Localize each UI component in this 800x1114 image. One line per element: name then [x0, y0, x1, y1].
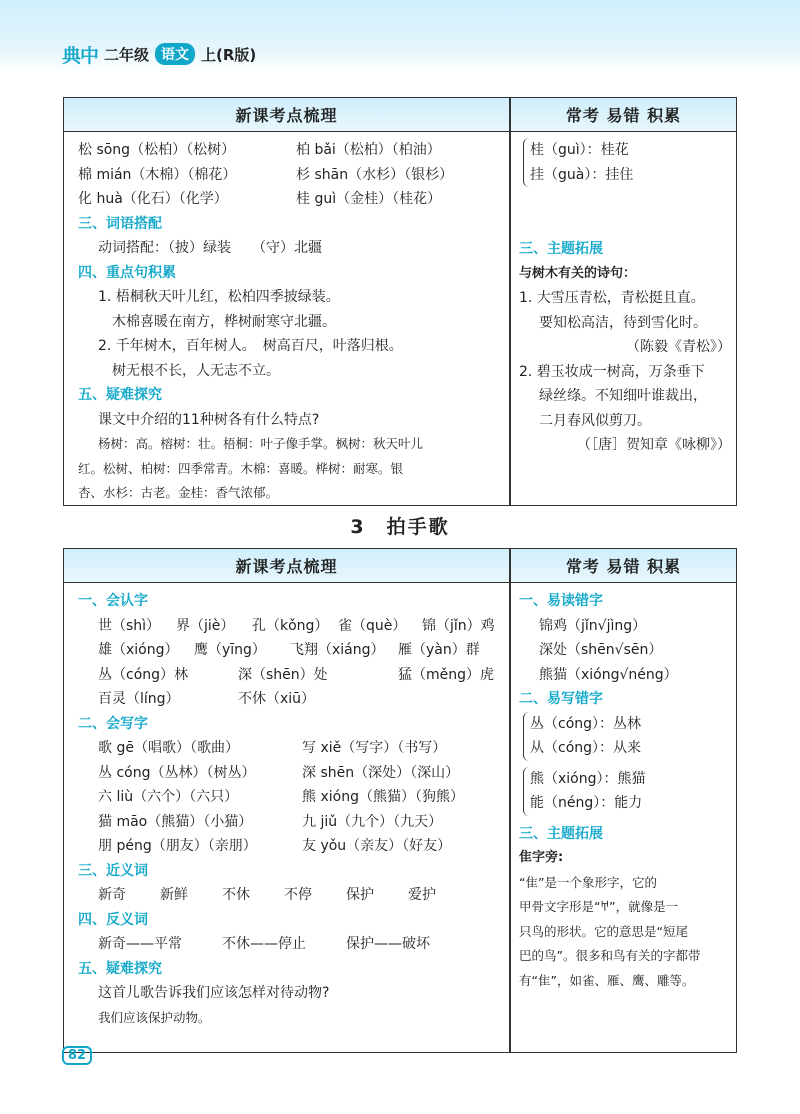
- write-item: 松 sōng（松柏）（松树）: [78, 142, 236, 158]
- synonym-word: 保护: [346, 887, 374, 903]
- answer-line: 红。松树、柏树：四季常青。木棉：喜暖。桦树：耐寒。银: [78, 460, 404, 476]
- write-item: 友 yǒu（亲友）（好友）: [302, 838, 452, 854]
- section-heading: 三、主题拓展: [519, 241, 603, 257]
- read-item: 雀（què）: [338, 617, 407, 634]
- edition-label: 上(R版): [201, 45, 257, 64]
- right-column-title: 常考 易错 积累: [511, 549, 736, 583]
- left-column-title: 新课考点梳理: [64, 549, 509, 583]
- poem-source: （［唐］贺知章《咏柳》）: [577, 437, 731, 453]
- write-item: 棉 mián（木棉）（棉花）: [78, 166, 237, 183]
- brace-item: 挂（guà）：挂住: [530, 166, 634, 183]
- read-item: 雄（xióng）: [98, 642, 179, 658]
- section-heading: 三、近义词: [78, 862, 148, 879]
- read-item: 世（shì）: [98, 617, 161, 634]
- write-item: 朋 péng（朋友）（亲朋）: [98, 838, 257, 854]
- write-item: 六 liù（六个）（六只）: [98, 789, 239, 805]
- section-heading: 三、主题拓展: [519, 825, 603, 842]
- column-divider: [509, 549, 511, 1052]
- read-item: 猛（měng）虎: [398, 666, 495, 683]
- write-item: 歌 gē（唱歌）（歌曲）: [98, 740, 239, 756]
- synonym-word: 不休: [222, 887, 250, 903]
- write-item: 深 shēn（深处）（深山）: [302, 764, 460, 781]
- section-heading: 五、疑难探究: [78, 387, 162, 403]
- poem-line: 二月春风似剪刀。: [539, 412, 651, 429]
- brace-group: [523, 712, 731, 761]
- poem-source: （陈毅《青松》）: [626, 339, 731, 355]
- misread-item: 锦鸡（jǐn√jìng）: [539, 617, 647, 634]
- review-table-lesson3: [63, 548, 737, 1053]
- sentence-line: 树无根不长，人无志不立。: [112, 362, 280, 379]
- write-item: 丛 cóng（丛林）（树丛）: [98, 764, 256, 781]
- subject-badge: 语文: [155, 43, 195, 65]
- synonym-word: 不停: [284, 887, 312, 903]
- sentence-line: 1. 梧桐秋天叶儿红，松柏四季披绿装。: [98, 289, 340, 305]
- write-item: 杉 shān（水杉）（银杉）: [296, 166, 454, 183]
- read-item: 深（shēn）处: [238, 666, 328, 683]
- misread-item: 深处（shēn√sēn）: [539, 642, 663, 658]
- brace-item: 丛（cóng）：丛林: [530, 715, 642, 732]
- grade-label: 二年级: [104, 45, 150, 64]
- section-heading: 五、疑难探究: [78, 960, 162, 977]
- sentence-line: 2. 千年树木，百年树人。 树高百尺，叶落归根。: [98, 338, 403, 354]
- read-item: 丛（cóng）林: [98, 666, 189, 683]
- section-heading: 三、词语搭配: [78, 215, 162, 232]
- right-column-title: 常考 易错 积累: [511, 98, 736, 132]
- brand-logo: 典中: [62, 44, 99, 67]
- read-item: 锦（jǐn）鸡: [422, 617, 495, 634]
- left-column-title: 新课考点梳理: [64, 98, 509, 132]
- read-item: 鹰（yīng）: [194, 642, 266, 658]
- write-item: 化 huà（化石）（化学）: [78, 191, 228, 207]
- review-table-lesson2: [63, 97, 737, 506]
- left-column: [78, 589, 498, 1030]
- right-column: [519, 138, 731, 458]
- poem-line: 要知松高洁，待到雪化时。: [539, 314, 707, 331]
- read-item: 雁（yàn）群: [398, 642, 480, 658]
- poem-line: 1. 大雪压青松，青松挺且直。: [519, 290, 705, 306]
- poem-line: 2. 碧玉妆成一树高，万条垂下: [519, 363, 705, 380]
- section-heading: 二、易写错字: [519, 691, 603, 707]
- collocation-line: 动词搭配：（披）绿装 （守）北疆: [98, 240, 322, 256]
- poem-line: 绿丝绦。不知细叶谁裁出，: [539, 388, 707, 404]
- brace-item: 能（néng）：能力: [530, 795, 643, 811]
- read-item: 孔（kǒng）: [252, 617, 329, 634]
- write-item: 熊 xióng（熊猫）（狗熊）: [302, 789, 464, 805]
- right-column: [519, 589, 731, 993]
- answer-line: 我们应该保护动物。: [98, 1009, 211, 1025]
- lesson-title: 3 拍手歌: [350, 516, 450, 538]
- sentence-line: 木棉喜暖在南方，桦树耐寒守北疆。: [112, 313, 336, 330]
- antonym-pair: 保护——破坏: [346, 936, 430, 952]
- section-heading: 二、会写字: [78, 715, 148, 732]
- synonym-word: 爱护: [408, 887, 436, 903]
- sub-heading: 与树木有关的诗句：: [519, 265, 637, 281]
- write-item: 写 xiě（写字）（书写）: [302, 740, 447, 756]
- brace-item: 从（cóng）：从来: [530, 740, 642, 756]
- read-item: 不休（xiū）: [238, 691, 316, 707]
- book-header: [62, 40, 256, 68]
- synonym-word: 新鲜: [160, 887, 188, 903]
- extension-text: 有“隹”，如雀、雁、鹰、雕等。: [519, 972, 695, 988]
- antonym-pair: 不休——停止: [222, 936, 306, 952]
- read-item: 百灵（líng）: [98, 691, 180, 707]
- extension-text: 巴的鸟”。很多和鸟有关的字都带: [519, 948, 701, 963]
- question-text: 课文中介绍的11种树各有什么特点?: [98, 411, 320, 428]
- extension-text: 甲骨文字形是“𐀀”，就像是一: [519, 899, 679, 914]
- write-item: 柏 bǎi（松柏）（柏油）: [296, 142, 441, 158]
- write-item: 桂 guì（金桂）（桂花）: [296, 191, 442, 207]
- extension-text: 只鸟的形状。它的意思是“短尾: [519, 923, 688, 939]
- write-item: 九 jiǔ（九个）（九天）: [302, 813, 443, 830]
- read-item: 飞翔（xiáng）: [290, 642, 385, 658]
- answer-line: 杨树：高。榕树：壮。梧桐：叶子像手掌。枫树：秋天叶儿: [98, 436, 424, 451]
- synonym-word: 新奇: [98, 887, 126, 903]
- section-heading: 一、易读错字: [519, 593, 603, 609]
- answer-line: 杏、水杉：古老。金桂：香气浓郁。: [78, 485, 279, 500]
- brace-group: [523, 767, 731, 816]
- write-item: 猫 māo（熊猫）（小猫）: [98, 813, 253, 830]
- misread-item: 熊猫（xióng√néng）: [539, 666, 678, 683]
- column-divider: [509, 98, 511, 505]
- brace-item: 熊（xióng）：熊猫: [530, 770, 646, 787]
- brace-group: [523, 138, 731, 187]
- sub-heading: 隹字旁:: [519, 850, 564, 865]
- section-heading: 一、会认字: [78, 593, 148, 609]
- section-heading: 四、重点句积累: [78, 264, 176, 281]
- question-text: 这首儿歌告诉我们应该怎样对待动物?: [98, 985, 330, 1001]
- antonym-pair: 新奇——平常: [98, 936, 182, 952]
- section-heading: 四、反义词: [78, 911, 148, 928]
- brace-item: 桂（guì）：桂花: [530, 142, 629, 158]
- page-number: 82: [62, 1046, 92, 1065]
- extension-text: “隹”是一个象形字，它的: [519, 874, 657, 890]
- left-column: [78, 138, 498, 506]
- read-item: 界（jiè）: [176, 617, 235, 634]
